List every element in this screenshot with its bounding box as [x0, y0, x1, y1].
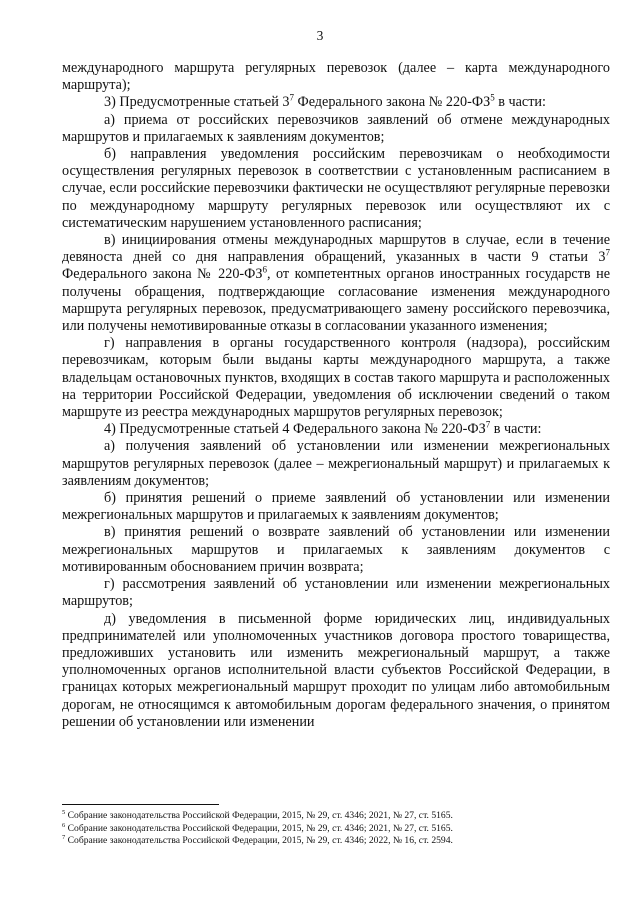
paragraph-text: международного маршрута регулярных перевозок (далее – карта международного маршрута); — [62, 60, 610, 94]
page-number: 3 — [316, 28, 324, 43]
paragraph-p3 — [62, 146, 610, 232]
superscript-mark: 5 — [490, 92, 495, 103]
superscript-mark: 6 — [262, 264, 267, 275]
paragraph-p5 — [62, 335, 610, 421]
paragraph-p2 — [62, 112, 610, 146]
paragraph-p11 — [62, 611, 610, 731]
paragraph-p10 — [62, 576, 610, 610]
paragraph-text: 4) Предусмотренные статьей 4 Федерального закона № 220-ФЗ — [104, 421, 486, 438]
footnote-mark: 6 — [62, 821, 66, 829]
footnote-separator — [62, 804, 219, 805]
superscript-mark: 7 — [485, 419, 491, 430]
paragraph-text: г) направления в органы государственного контроля (надзора), российским перевозчикам, которым были выданы карты международного маршрута, а также владельцам остановочных пунктов, входящих в состав такого маршрута и расположенных на территории Российской Федерации, уведомления об исключении сведений о таком маршруте из реестра международных маршрутов регулярных перевозок; — [62, 335, 610, 421]
paragraph-p4 — [62, 232, 610, 335]
paragraph-text: 3) Предусмотренные статьей 3 — [104, 94, 290, 111]
paragraph-text: а) приема от российских перевозчиков заявлений об отмене международных маршрутов и прилагаемых к заявлениям документов; — [62, 111, 610, 145]
paragraph-text: б) направления уведомления российским перевозчикам о необходимости осуществления регулярных перевозок в соответствии с установленным расписанием в случае, если российские перевозчики фактически не осуществляют регулярные перевозки по международному маршруту регулярных перевозок или осуществляют их с систематическим нарушением установленного расписания; — [62, 146, 610, 231]
paragraph-text: Федерального закона № 220-ФЗ — [293, 94, 491, 111]
footnote-f5 — [62, 810, 610, 823]
paragraph-text: а) получения заявлений об установлении или изменении межрегиональных маршрутов регулярных перевозок (далее – межрегиональный маршрут) и прилагаемых к заявлениям документов; — [62, 438, 610, 489]
paragraph-text: д) уведомления в письменной форме юридических лиц, индивидуальных предпринимателей или уполномоченных участников договора простого товарищества, предложивших установить или изменить межрегиональный маршрут, а также уполномоченных органов исполнительной власти субъектов Российской Федерации, в границах которых межрегиональный маршрут проходит по улицам либо автомобильным дорогам, не относящимся к автомобильным дорогам федерального значения, о принятом решении об установлении или изменении — [62, 610, 610, 730]
footnote-text: Собрание законодательства Российской Федерации, 2015, № 29, ст. 4346; 2021, № 27, ст. 5165. — [65, 810, 453, 821]
footnote-mark: 5 — [62, 808, 66, 816]
paragraph-text: в) принятия решений о возврате заявлений об установлении или изменении межрегиональных маршрутов и прилагаемых к заявлениям документов с мотивированным обоснованием причин возврата; — [62, 524, 610, 575]
document-body — [62, 60, 610, 731]
paragraph-p6 — [62, 421, 610, 438]
superscript-mark: 7 — [605, 247, 610, 258]
paragraph-text: в) инициирования отмены международных маршрутов в случае, если в течение девяноста дней со дня направления обращений, указанных в части 9 статьи 3 — [62, 232, 610, 266]
footnote-f7 — [62, 835, 610, 848]
paragraph-p7 — [62, 438, 610, 490]
paragraph-p0 — [62, 60, 610, 94]
footnote-f6 — [62, 823, 610, 836]
paragraph-p9 — [62, 524, 610, 576]
footnote-text: Собрание законодательства Российской Федерации, 2015, № 29, ст. 4346; 2022, № 16, ст. 2594. — [65, 835, 453, 847]
paragraph-text: б) принятия решений о приеме заявлений об установлении или изменении межрегиональных маршрутов и прилагаемых к заявлениям документов; — [62, 490, 610, 524]
footnote-mark: 7 — [62, 834, 66, 841]
paragraph-p1 — [62, 94, 610, 111]
paragraph-text: г) рассмотрения заявлений об установлении или изменении межрегиональных маршрутов; — [62, 576, 610, 610]
paragraph-text: в части: — [494, 94, 546, 111]
paragraph-text: , от компетентных органов иностранных государств не получены обращения, подтверждающие согласование изменения международного маршрута регулярных перевозок, предусматривающего замену российского перевозчика, или получены немотивированные отказы в согласовании указанного изменения; — [62, 266, 610, 335]
paragraph-p8 — [62, 490, 610, 524]
paragraph-text: в части: — [490, 421, 542, 438]
superscript-mark: 7 — [289, 92, 294, 103]
footnotes — [62, 810, 610, 848]
paragraph-text: Федерального закона № 220-ФЗ — [62, 266, 263, 283]
footnote-text: Собрание законодательства Российской Федерации, 2015, № 29, ст. 4346; 2021, № 27, ст. 5165. — [65, 822, 453, 834]
